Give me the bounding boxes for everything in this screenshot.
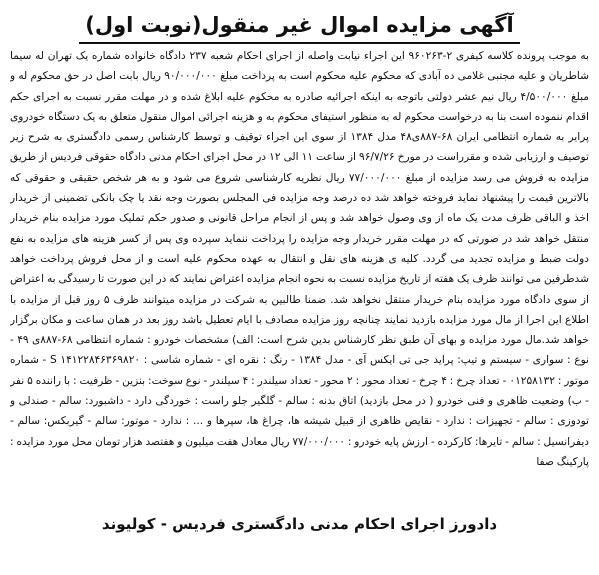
notice-title bbox=[10, 10, 589, 42]
notice-body: به موجب پرونده کلاسه کیفری ۲-۹۶۰۲۶۳ این اجراء نیابت واصله از اجرای احکام شعبه ۲۳۷ دادگاه خانواده شماره یک تهران له سیما شاطریان و علیه مجتبی غلامی ده آبادی که محکوم علیه محکوم است به پرداخت مبلغ ۹۰/۰۰۰/۰۰۰ ریال بابت اصل در حق محکوم له و مبلغ ۴/۵۰۰/۰۰۰ ریال نیم عشر دولتی باتوجه به اینکه اجرائیه صادره به محکوم علیه ابلاغ شده و در مهلت مقرر نسبت به اجرای حکم اقدام ننموده است بنا به درخواست محکوم له به منظور استیفای محکوم به و هزینه اجرائی اموال منقول متعلق به یک دستگاه خودروی پرایر به شماره انتظامی ایران ۶۸-۸۸۷ی۴۸ مدل ۱۳۸۴ از سوی این اجراء توقیف و توسط کارشناس رسمی دادگستری به شرح زیر توصیف و ارزیابی شده و مقرراست در مورخ ۹۶/۷/۲۶ از ساعت ۱۱ الی ۱۲ در محل اجرای احکام مدنی دادگاه حقوقی فردیس از طریق مزایده به فروش می رسد مزایده از مبلغ ۷۷/۰۰۰/۰۰۰ ریال نظریه کارشناسی شروع می شود و به هر شخص حقیقی و حقوقی که بالاترین قیمت را پیشنهاد نماید فروخته خواهد شد ده درصد وجه مزایده فی المجلس بصورت وجه نقد یا چک بانکی تضمینی از خریدار اخذ و الباقی ظرف مدت یک ماه از وی وصول خواهد شد و پس از انجام مراحل قانونی و صدور حکم تملیک مورد مزایده بنام خریدار منتقل خواهد شد در صورتی که در مهلت مقرر خریدار وجه مزایده را پرداخت ننماید سپرده وی پس از کسر هزینه های مزایده به نفع دولت ضبط و مزایده تجدید می گردد. کلیه ی هزینه های نقل و انتقال به عهده محکوم علیه است و از محل فروش پرداخت خواهد شدطرفین می توانند ظرف یک هفته از تاریخ مزایده نسبت به نحوه انجام مزایده اعتراض نمایند که در این صورت تا رسیدگی به اعتراض از سوی دادگاه مورد مزایده بنام خریدار منتقل نخواهد شد. ضمنا طالبین به شرکت در مزایده میتوانند ظرف ۵ روز قبل از مزایده با اطلاع این اجرا از مال مورد مزایده بازدید نمایند چنانچه روز مزایده مصادف با ایام تعطیل باشد روز بعد در همان ساعت و مکان برگزار خواهد شد.مال مورد مزایده و بهای آن طبق نظر کارشناس بدین شرح است: الف) مشخصات خودرو : شماره انتظامی ۶۸-۸۸۷ی ۴۹ - نوع : سواری - سیستم و تیپ: پراید جی تی ایکس آی - مدل ۱۳۸۴ - رنگ : نقره ای - شماره شاسی : S ۱۴۱۲۲۸۴۶۳۶۹۸۲۰ - شماره موتور : ۰۱۲۵۸۱۳۲ - تعداد چرخ : ۴ چرخ - تعداد محور : ۲ محور - تعداد سیلندر : ۴ سیلندر - نوع سوخت: بنزین - ظرفیت : با راننده ۵ نفر - ب) وضعیت ظاهری و فنی خودرو ( در محل بازدید) اتاق بدنه : سالم - گلگیر جلو راست : خوردگی دارد - داشبورد: سالم - صندلی و تودوزی : سالم - تجهیزات : ندارد - نقایص ظاهری از قبیل شیشه ها، چراغ ها، سپرها و ... : ندارد - موتور: سالم - گیربکس: سالم - دیفرانسیل : سالم - تایرها: کارکرده - ارزش پایه خودرو : ۷۷/۰۰۰/۰۰۰ ریال معادل هفت میلیون و هفتصد هزار تومان محل مورد مزایده : پارکینگ صفا bbox=[10, 50, 589, 468]
notice-signature: دادورز اجرای احکام مدنی دادگستری فردیس - کولیوند bbox=[101, 515, 498, 533]
notice-title-text: آگهی مزایده اموال غیر منقول(نوبت اول) bbox=[79, 10, 519, 44]
